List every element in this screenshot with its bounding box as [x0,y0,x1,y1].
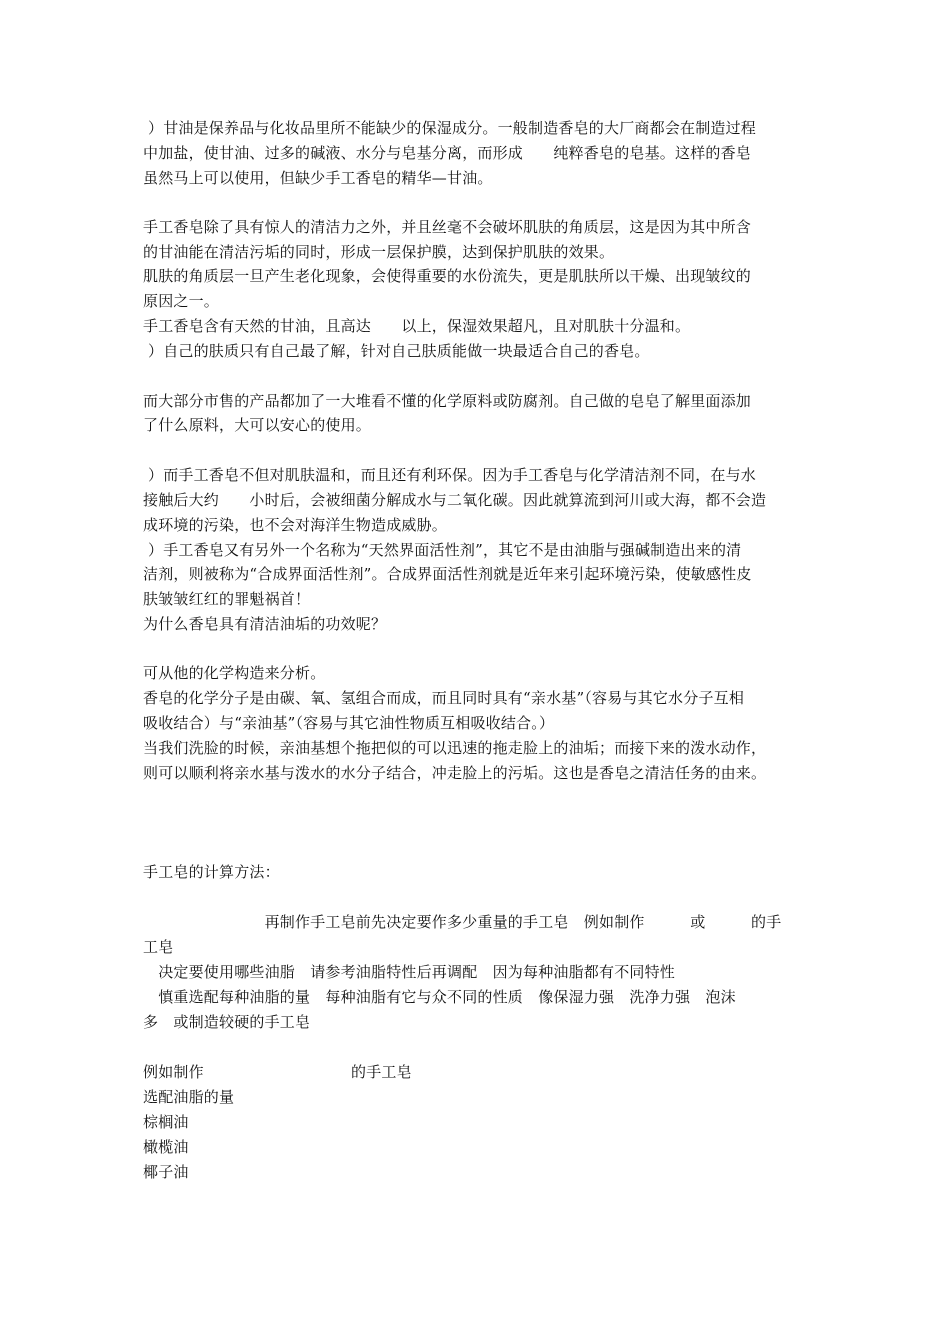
oil-item-coconut: 椰子油 [143,1163,189,1181]
paragraph-2-line-5: 手工香皂含有天然的甘油，且高达 以上，保湿效果超凡，且对肌肤十分温和。 [143,317,691,335]
paragraph-3-line-1: 而大部分市售的产品都加了一大堆看不懂的化学原料或防腐剂。自己做的皂皂了解里面添加 [143,392,752,410]
paragraph-5-line-3: 吸收结合）与“亲油基”（容易与其它油性物质互相吸收结合。） [143,714,555,732]
oil-item-olive: 橄榄油 [143,1138,189,1156]
paragraph-1-line-1: ）甘油是保养品与化妆品里所不能缺少的保湿成分。一般制造香皂的大厂商都会在制造过程 [148,119,757,137]
paragraph-4-line-1: ）而手工香皂不但对肌肤温和，而且还有利环保。因为手工香皂与化学清洁剂不同，在与水 [148,466,757,484]
example-line-1-right: 的手工皂 [351,1063,412,1081]
oil-item-palm: 棕榈油 [143,1113,189,1131]
paragraph-5-line-4: 当我们洗脸的时候，亲油基想个拖把似的可以迅速的拖走脸上的油垢；而接下来的泼水动作， [143,739,767,757]
paragraph-4-line-7: 为什么香皂具有清洁油垢的功效呢？ [143,615,387,633]
paragraph-3-line-2: 了什么原料，大可以安心的使用。 [143,416,372,434]
paragraph-1-line-3: 虽然马上可以使用，但缺少手工香皂的精华—甘油。 [143,169,493,187]
paragraph-5-line-1: 可从他的化学构造来分析。 [143,664,326,682]
example-line-1-left: 例如制作 [143,1063,204,1081]
paragraph-5-line-2: 香皂的化学分子是由碳、氧、氢组合而成，而且同时具有“亲水基”（容易与其它水分子互相 [143,689,745,707]
step-1-line-1: 再制作手工皂前先决定要作多少重量的手工皂 例如制作 或 的手 [143,913,782,931]
paragraph-2-line-3: 肌肤的角质层一旦产生老化现象，会使得重要的水份流失，更是肌肤所以干燥、出现皱纹的 [143,267,752,285]
paragraph-2-line-4: 原因之一。 [143,292,220,310]
step-1-line-2: 工皂 [143,938,174,956]
section-title: 手工皂的计算方法： [143,863,280,881]
paragraph-4-line-2: 接触后大约 小时后，会被细菌分解成水与二氧化碳。因此就算流到河川或大海，都不会造 [143,491,767,509]
paragraph-5-line-5: 则可以顺利将亲水基与泼水的水分子结合，冲走脸上的污垢。这也是香皂之清洁任务的由来。 [143,764,767,782]
paragraph-1-line-2: 中加盐，使甘油、过多的碱液、水分与皂基分离，而形成 纯粹香皂的皂基。这样的香皂 [143,144,752,162]
paragraph-2-line-2: 的甘油能在清洁污垢的同时，形成一层保护膜，达到保护肌肤的效果。 [143,243,615,261]
paragraph-4-line-4: ）手工香皂又有另外一个名称为“天然界面活性剂”，其它不是由油脂与强碱制造出来的清 [148,541,742,559]
example-line-2: 选配油脂的量 [143,1088,235,1106]
step-2-line: 决定要使用哪些油脂 请参考油脂特性后再调配 因为每种油脂都有不同特性 [143,963,676,981]
paragraph-4-line-6: 肤皱皱红红的罪魁祸首！ [143,590,311,608]
paragraph-2-line-6: ）自己的肤质只有自己最了解，针对自己肤质能做一块最适合自己的香皂。 [148,342,650,360]
paragraph-4-line-5: 洁剂，则被称为“合成界面活性剂”。合成界面活性剂就是近年来引起环境污染，使敏感性皮 [143,565,752,583]
step-3-line-1: 慎重选配每种油脂的量 每种油脂有它与众不同的性质 像保湿力强 洗净力强 泡沫 [143,988,736,1006]
paragraph-4-line-3: 成环境的污染，也不会对海洋生物造成威胁。 [143,516,448,534]
step-3-line-2: 多 或制造较硬的手工皂 [143,1013,311,1031]
paragraph-2-line-1: 手工香皂除了具有惊人的清洁力之外，并且丝毫不会破坏肌肤的角质层，这是因为其中所含 [143,218,752,236]
